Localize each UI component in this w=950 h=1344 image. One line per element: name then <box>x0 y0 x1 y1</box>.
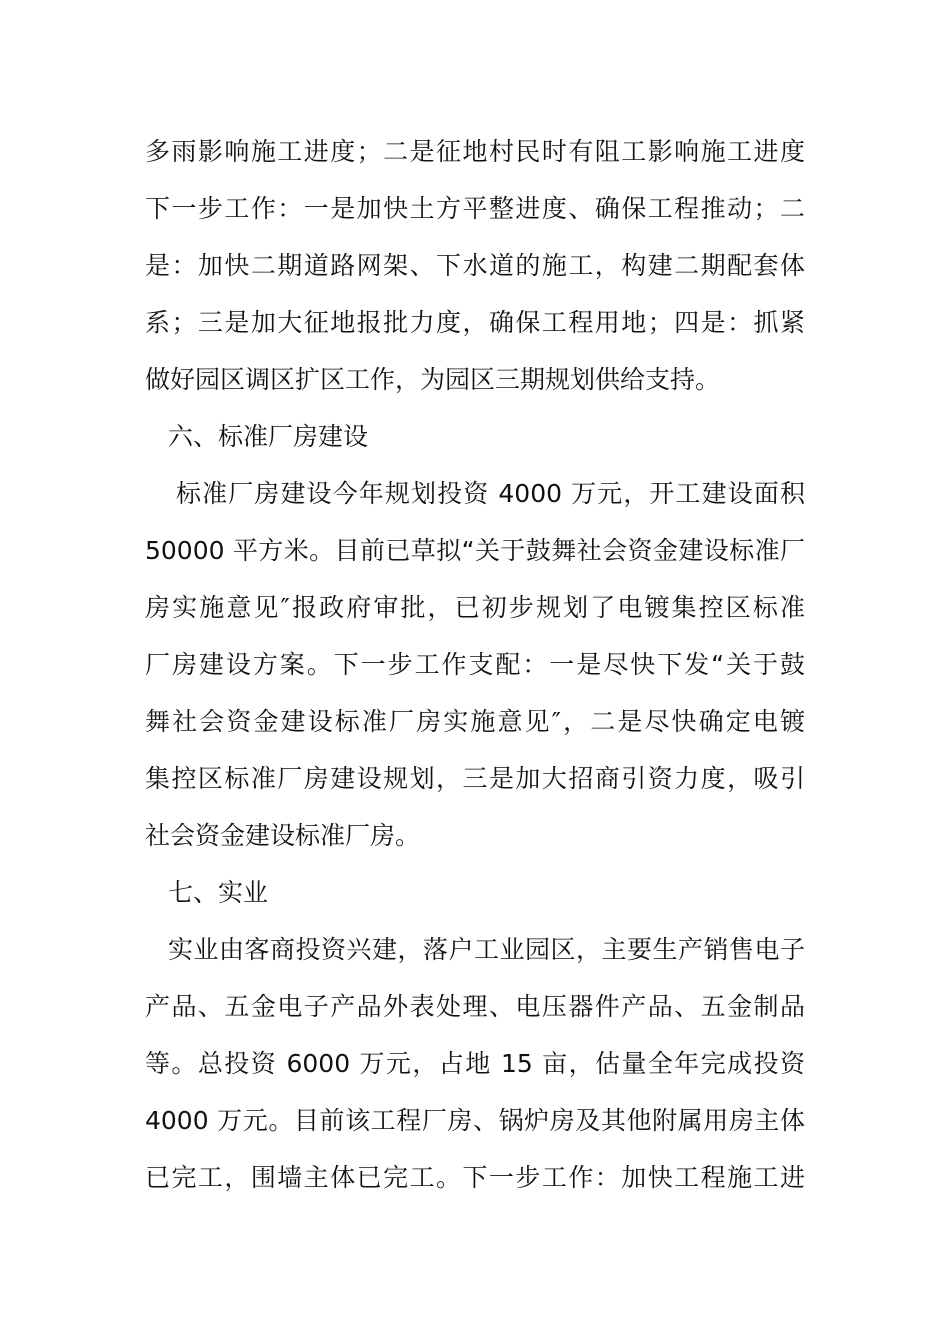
body-text-line: 多雨影响施工进度；二是征地村民时有阻工影响施工进度 <box>145 137 805 166</box>
body-text-line: 社会资金建设标准厂房。 <box>145 821 421 850</box>
body-text-line: 产品、五金电子产品外表处理、电压器件产品、五金制品 <box>145 992 805 1021</box>
body-text-line: 集控区标准厂房建设规划，三是加大招商引资力度，吸引 <box>145 764 805 793</box>
body-text-line: 舞社会资金建设标准厂房实施意见″，二是尽快确定电镀 <box>145 707 805 736</box>
section-heading-standard-factory: 六、标准厂房建设 <box>168 422 369 451</box>
body-text-line: 已完工，围墙主体已完工。下一步工作：加快工程施工进 <box>145 1163 805 1192</box>
body-text-line: 系；三是加大征地报批力度，确保工程用地；四是：抓紧 <box>145 308 805 337</box>
body-text-line: 等。总投资 6000 万元，占地 15 亩，估量全年完成投资 <box>145 1049 805 1078</box>
body-text-line: 4000 万元。目前该工程厂房、锅炉房及其他附属用房主体 <box>145 1106 805 1135</box>
body-text-line: 实业由客商投资兴建，落户工业园区，主要生产销售电子 <box>168 935 805 964</box>
body-text-line: 标准厂房建设今年规划投资 4000 万元，开工建设面积 <box>176 479 805 508</box>
section-heading-industry: 七、实业 <box>168 878 269 907</box>
body-text-line: 房实施意见″报政府审批，已初步规划了电镀集控区标准 <box>145 593 805 622</box>
body-text-line: 是：加快二期道路网架、下水道的施工，构建二期配套体 <box>145 251 805 280</box>
body-text-line: 50000 平方米。目前已草拟“关于鼓舞社会资金建设标准厂 <box>145 536 805 565</box>
body-text-line: 下一步工作：一是加快土方平整进度、确保工程推动；二 <box>145 194 805 223</box>
body-text-line: 做好园区调区扩区工作，为园区三期规划供给支持。 <box>145 365 721 394</box>
body-text-line: 厂房建设方案。下一步工作支配：一是尽快下发“关于鼓 <box>145 650 805 679</box>
